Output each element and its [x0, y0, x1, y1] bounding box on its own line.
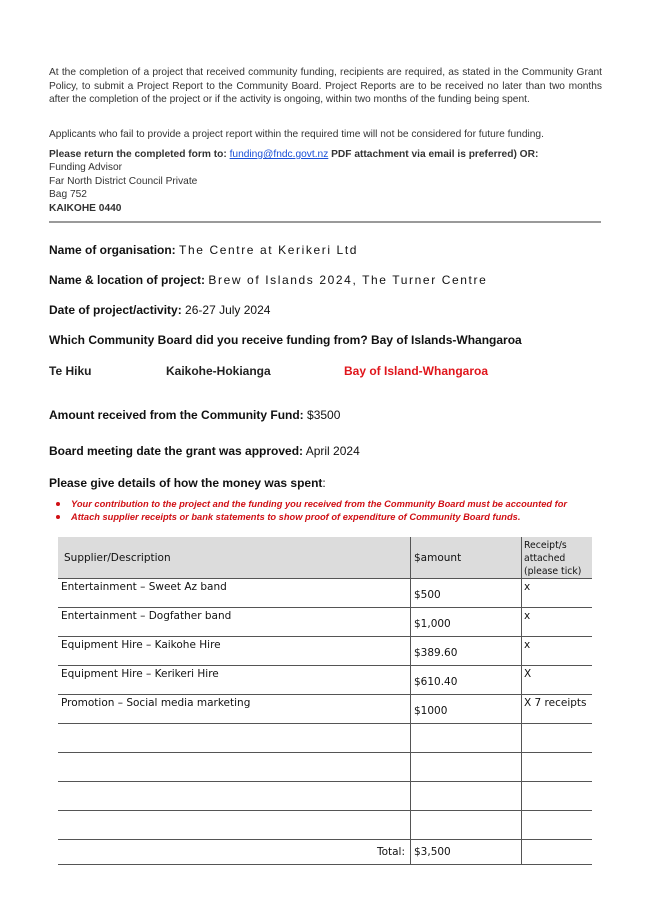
organisation-field [49, 243, 358, 257]
organisation-value: The Centre at Kerikeri Ltd [179, 243, 359, 257]
list-item: Your contribution to the project and the funding you received from the Community Board must be accounted for [56, 498, 616, 511]
return-instructions [49, 148, 602, 215]
list-item: Attach supplier receipts or bank statements to show proof of expenditure of Community Board funds. [56, 511, 616, 524]
bullet-icon [56, 502, 60, 506]
return-lead: Please return the completed form to: [49, 149, 230, 160]
expenditure-table [58, 537, 592, 865]
cell-description[interactable] [58, 724, 411, 753]
project-value: Brew of Islands 2024, The Turner Centre [208, 273, 488, 287]
section-divider [49, 221, 601, 223]
board-question [49, 333, 522, 347]
cell-description[interactable]: Equipment Hire – Kaikohe Hire [58, 637, 411, 666]
address-line: Funding Advisor [49, 162, 123, 174]
total-receipt-cell [522, 840, 593, 865]
address-line: Far North District Council Private [49, 175, 198, 187]
cell-amount[interactable]: $389.60 [411, 637, 522, 666]
bullet-icon [56, 515, 60, 519]
table-row [58, 666, 592, 695]
cell-amount[interactable]: $1000 [411, 695, 522, 724]
amount-field [49, 408, 340, 422]
date-field [49, 303, 270, 317]
cell-receipt[interactable] [522, 724, 593, 753]
table-row [58, 724, 592, 753]
cell-description[interactable]: Entertainment – Sweet Az band [58, 579, 411, 608]
table-row [58, 608, 592, 637]
cell-amount[interactable] [411, 724, 522, 753]
email-link[interactable]: funding@fndc.govt.nz [229, 149, 329, 160]
return-lead-tail: PDF attachment via email is preferred) OR: [328, 149, 539, 160]
cell-receipt[interactable] [522, 811, 593, 840]
cell-description[interactable] [58, 753, 411, 782]
total-row [58, 840, 592, 865]
cell-amount[interactable] [411, 753, 522, 782]
cell-receipt[interactable]: X 7 receipts [522, 695, 593, 724]
header-supplier: Supplier/Description [58, 537, 411, 579]
total-label: Total: [58, 840, 411, 865]
amount-label: Amount received from the Community Fund: [49, 408, 304, 422]
meeting-field [49, 444, 360, 458]
cell-receipt[interactable]: X [522, 666, 593, 695]
cell-amount[interactable] [411, 811, 522, 840]
address-line: KAIKOHE 0440 [49, 202, 122, 214]
intro-paragraph: At the completion of a project that received community funding, recipients are required, as stated in the Community Grant Policy, to submit a Project Report to the Community Board. Project Reports are to be received no later than two months after the completion of the project or if the activity is ongoing, within two months of the funding being spent. [49, 67, 602, 105]
details-colon: : [322, 476, 326, 490]
header-amount: $amount [411, 537, 522, 579]
cell-receipt[interactable]: x [522, 608, 593, 637]
cell-description[interactable]: Entertainment – Dogfather band [58, 608, 411, 637]
table-row [58, 811, 592, 840]
table-row [58, 637, 592, 666]
header-receipts: Receipt/s attached (please tick) [522, 537, 593, 579]
instruction-list [56, 498, 616, 524]
board-option-bay-of-islands[interactable]: Bay of Island-Whangaroa [344, 364, 489, 378]
meeting-value: April 2024 [305, 444, 360, 458]
details-heading [49, 476, 326, 490]
board-option-te-hiku[interactable]: Te Hiku [49, 364, 92, 378]
amount-value: $3500 [307, 408, 341, 422]
cell-amount[interactable]: $610.40 [411, 666, 522, 695]
board-question-text: Which Community Board did you receive funding from? Bay of Islands-Whangaroa [49, 333, 522, 347]
project-field [49, 273, 487, 287]
board-options [49, 364, 609, 380]
cell-description[interactable] [58, 782, 411, 811]
cell-amount[interactable]: $1,000 [411, 608, 522, 637]
table-row [58, 695, 592, 724]
cell-receipt[interactable] [522, 753, 593, 782]
cell-description[interactable] [58, 811, 411, 840]
table-header-row [58, 537, 592, 579]
cell-amount[interactable] [411, 782, 522, 811]
cell-amount[interactable]: $500 [411, 579, 522, 608]
organisation-label: Name of organisation: [49, 243, 176, 257]
date-value: 26-27 July 2024 [185, 303, 271, 317]
cell-description[interactable]: Equipment Hire – Kerikeri Hire [58, 666, 411, 695]
table-row [58, 579, 592, 608]
address-line: Bag 752 [49, 189, 87, 201]
board-option-kaikohe-hokianga[interactable]: Kaikohe-Hokianga [166, 364, 271, 378]
total-value[interactable]: $3,500 [411, 840, 522, 865]
cell-receipt[interactable]: x [522, 637, 593, 666]
project-label: Name & location of project: [49, 273, 206, 287]
cell-description[interactable]: Promotion – Social media marketing [58, 695, 411, 724]
details-label: Please give details of how the money was spent [49, 476, 323, 490]
table-row [58, 782, 592, 811]
date-label: Date of project/activity: [49, 303, 182, 317]
cell-receipt[interactable]: x [522, 579, 593, 608]
table-row [58, 753, 592, 782]
warning-paragraph: Applicants who fail to provide a project report within the required time will not be considered for future funding. [49, 129, 544, 140]
cell-receipt[interactable] [522, 782, 593, 811]
meeting-label: Board meeting date the grant was approved: [49, 444, 304, 458]
